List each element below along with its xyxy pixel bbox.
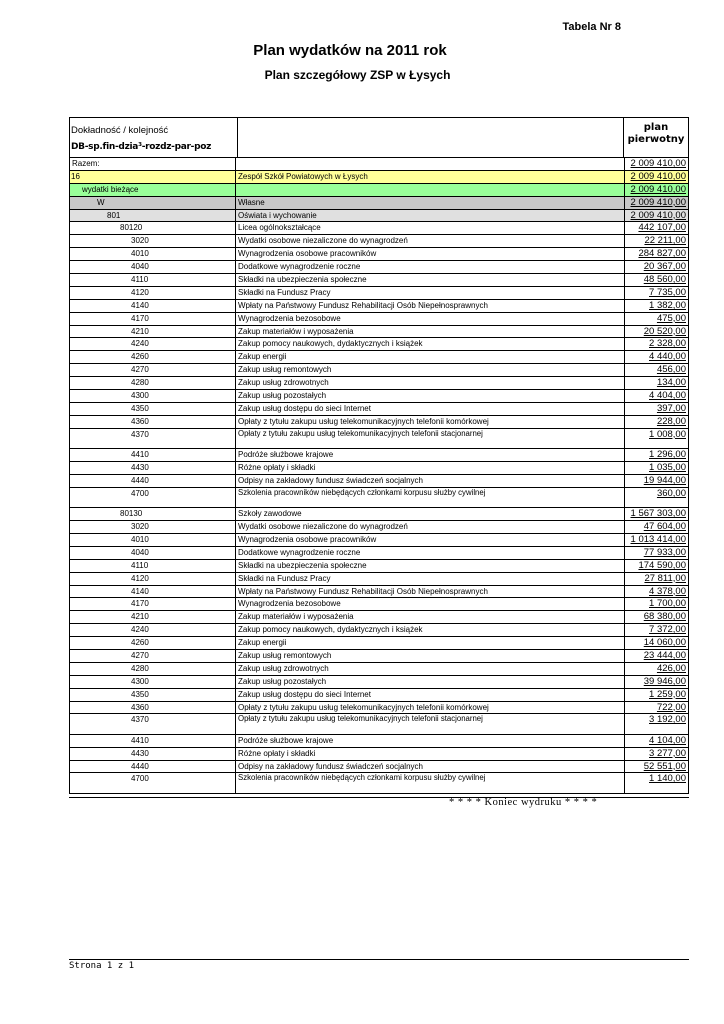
- row-plan-value-text: 2 009 410,00: [630, 209, 686, 221]
- row-plan-value-text: 52 551,00: [643, 760, 686, 772]
- row-plan-value-text: 27 811,00: [644, 572, 686, 584]
- row-code: 80130: [120, 509, 143, 519]
- table-row: [69, 748, 689, 761]
- table-row: [69, 689, 689, 702]
- row-plan-value: [625, 702, 689, 715]
- row-code-cell: [69, 748, 236, 761]
- row-name: Odpisy na zakładowy fundusz świadczeń socjalnych: [236, 761, 625, 774]
- row-code: 4120: [131, 287, 149, 297]
- page-title: Plan wydatków na 2011 rok: [253, 42, 447, 59]
- end-of-printout: * * * * Koniec wydruku * * * *: [449, 797, 598, 808]
- row-name: Zakup usług remontowych: [236, 364, 625, 377]
- row-plan-value-text: 20 367,00: [643, 261, 686, 273]
- row-plan-value: [625, 611, 689, 624]
- row-plan-value: [625, 676, 689, 689]
- row-plan-value: [625, 573, 689, 586]
- row-code: 4280: [131, 378, 149, 388]
- table-row: [69, 598, 689, 611]
- row-code: 4260: [131, 638, 149, 648]
- row-code: 4700: [131, 774, 149, 784]
- row-name: Zakup usług pozostałych: [236, 390, 625, 403]
- row-name: Składki na ubezpieczenia społeczne: [236, 274, 625, 287]
- row-name: Zakup usług dostępu do sieci Internet: [236, 689, 625, 702]
- row-name: Zakup usług zdrowotnych: [236, 377, 625, 390]
- row-plan-value-text: 7 372,00: [649, 624, 686, 636]
- table-row: [69, 248, 689, 261]
- row-code-cell: [69, 274, 236, 287]
- row-plan-value-text: 23 444,00: [643, 649, 686, 661]
- row-code-cell: [69, 598, 236, 611]
- row-plan-value: [625, 377, 689, 390]
- row-code: 4240: [131, 339, 149, 349]
- row-plan-value-text: 475,00: [656, 312, 686, 324]
- row-plan-value: [625, 689, 689, 702]
- row-plan-value: [625, 351, 689, 364]
- row-code-cell: [69, 714, 236, 734]
- row-code-cell: [69, 184, 236, 197]
- row-plan-value: [625, 637, 689, 650]
- row-code-cell: [69, 611, 236, 624]
- table-row: [69, 676, 689, 689]
- row-code-cell: [69, 488, 236, 508]
- row-code: 801: [107, 210, 121, 220]
- row-code-cell: [69, 197, 236, 210]
- row-plan-value-text: 77 933,00: [643, 546, 686, 558]
- row-name: Zakup usług pozostałych: [236, 676, 625, 689]
- row-name: Wynagrodzenia osobowe pracowników: [236, 534, 625, 547]
- table-header: [69, 117, 689, 158]
- row-plan-value-text: 19 944,00: [643, 474, 686, 486]
- table-row: [69, 650, 689, 663]
- row-plan-value-text: 4 440,00: [649, 351, 686, 363]
- row-code-cell: [69, 351, 236, 364]
- row-name: Dodatkowe wynagrodzenie roczne: [236, 547, 625, 560]
- row-plan-value: [625, 547, 689, 560]
- row-code: 4210: [131, 612, 149, 622]
- row-plan-value-text: 1 013 414,00: [630, 533, 686, 545]
- row-plan-value-text: 1 296,00: [649, 449, 686, 461]
- row-plan-value: [625, 714, 689, 734]
- table-row: [69, 338, 689, 351]
- row-code: W: [97, 197, 105, 207]
- table-row: [69, 449, 689, 462]
- row-plan-value: [625, 390, 689, 403]
- row-name: Wynagrodzenia osobowe pracowników: [236, 248, 625, 261]
- row-code: 4300: [131, 676, 149, 686]
- row-name: Wydatki osobowe niezaliczone do wynagrodzeń: [236, 235, 625, 248]
- row-name: Opłaty z tytułu zakupu usług telekomunikacyjnych telefonii komórkowej: [236, 702, 625, 715]
- row-plan-value: [625, 222, 689, 235]
- row-plan-value-text: 134,00: [656, 377, 686, 389]
- table-row: [69, 300, 689, 313]
- row-plan-value-text: 68 380,00: [643, 611, 686, 623]
- row-name: Zespół Szkół Powiatowych w Łysych: [236, 171, 625, 184]
- row-plan-value-text: 1 140,00: [649, 773, 686, 785]
- row-plan-value: [625, 475, 689, 488]
- row-code-cell: [69, 773, 236, 793]
- row-plan-value: [625, 416, 689, 429]
- row-code: 4440: [131, 761, 149, 771]
- table-row: [69, 235, 689, 248]
- row-code-cell: [69, 637, 236, 650]
- table-row: [69, 210, 689, 223]
- row-plan-value: [625, 313, 689, 326]
- row-plan-value-text: 7 735,00: [649, 286, 686, 298]
- row-plan-value-text: 228,00: [656, 415, 686, 427]
- table-row: [69, 364, 689, 377]
- row-code-cell: [69, 326, 236, 339]
- header-plan-line2: pierwotny: [627, 134, 685, 145]
- row-code-cell: [69, 534, 236, 547]
- table-row: [69, 624, 689, 637]
- table-row: [69, 761, 689, 774]
- row-name: Różne opłaty i składki: [236, 462, 625, 475]
- table-row: [69, 508, 689, 521]
- row-name: Szkolenia pracowników niebędących członkami korpusu służby cywilnej: [236, 773, 625, 793]
- row-code: 4270: [131, 365, 149, 375]
- row-plan-value-text: 2 009 410,00: [630, 183, 686, 195]
- page-subtitle: Plan szczegółowy ZSP w Łysych: [264, 68, 451, 82]
- row-plan-value-text: 2 009 410,00: [630, 196, 686, 208]
- row-plan-value: [625, 650, 689, 663]
- row-plan-value: [625, 449, 689, 462]
- row-name: Podróże służbowe krajowe: [236, 735, 625, 748]
- row-name: Wydatki osobowe niezaliczone do wynagrodzeń: [236, 521, 625, 534]
- row-name: Składki na Fundusz Pracy: [236, 287, 625, 300]
- row-code: 4010: [131, 249, 149, 259]
- row-plan-value: [625, 521, 689, 534]
- row-code-cell: [69, 735, 236, 748]
- row-code-cell: [69, 521, 236, 534]
- row-name: Odpisy na zakładowy fundusz świadczeń socjalnych: [236, 475, 625, 488]
- row-name: Składki na Fundusz Pracy: [236, 573, 625, 586]
- row-code: 4110: [131, 560, 149, 570]
- table-number: Tabela Nr 8: [562, 21, 621, 33]
- row-code-cell: [69, 663, 236, 676]
- row-plan-value-text: 4 378,00: [649, 585, 686, 597]
- row-plan-value-text: 456,00: [656, 364, 686, 376]
- row-plan-value-text: 1 567 303,00: [630, 508, 686, 520]
- row-code-cell: [69, 573, 236, 586]
- row-plan-value-text: 722,00: [656, 701, 686, 713]
- row-code-cell: [69, 547, 236, 560]
- row-plan-value-text: 1 035,00: [649, 461, 686, 473]
- table-row: [69, 326, 689, 339]
- table-row: [69, 158, 689, 171]
- row-name: Wpłaty na Państwowy Fundusz Rehabilitacji Osób Niepełnosprawnych: [236, 586, 625, 599]
- row-code: 4260: [131, 352, 149, 362]
- row-code: 4300: [131, 391, 149, 401]
- row-plan-value-text: 397,00: [656, 402, 686, 414]
- row-code: 80120: [120, 223, 143, 233]
- table-row: [69, 390, 689, 403]
- row-code-cell: [69, 462, 236, 475]
- table-row: [69, 287, 689, 300]
- row-plan-value: [625, 488, 689, 508]
- row-name: Oświata i wychowanie: [236, 210, 625, 223]
- row-code: 4350: [131, 403, 149, 413]
- row-code-cell: [69, 508, 236, 521]
- table-row: [69, 547, 689, 560]
- row-code: 4430: [131, 748, 149, 758]
- row-plan-value: [625, 560, 689, 573]
- row-code: 4360: [131, 416, 149, 426]
- row-code-cell: [69, 158, 236, 171]
- row-plan-value: [625, 748, 689, 761]
- row-code: 4270: [131, 650, 149, 660]
- row-code: 4140: [131, 586, 149, 596]
- row-name: Wynagrodzenia bezosobowe: [236, 598, 625, 611]
- row-code: 4040: [131, 262, 149, 272]
- table-row: [69, 586, 689, 599]
- row-name: Zakup usług remontowych: [236, 650, 625, 663]
- row-plan-value: [625, 598, 689, 611]
- row-code-cell: [69, 235, 236, 248]
- row-code: 3020: [131, 236, 149, 246]
- row-plan-value-text: 1 382,00: [649, 299, 686, 311]
- row-plan-value-text: 2 328,00: [649, 338, 686, 350]
- page-number: Strona 1 z 1: [69, 961, 135, 971]
- row-code: 4700: [131, 488, 149, 498]
- row-name: Opłaty z tytułu zakupu usług telekomunikacyjnych telefonii komórkowej: [236, 416, 625, 429]
- row-plan-value: [625, 235, 689, 248]
- row-plan-value: [625, 274, 689, 287]
- row-code: 4280: [131, 663, 149, 673]
- row-plan-value-text: 1 008,00: [649, 428, 686, 440]
- row-plan-value-text: 1 700,00: [649, 598, 686, 610]
- row-plan-value-text: 426,00: [656, 662, 686, 674]
- row-code: 4410: [131, 450, 149, 460]
- row-code: 4010: [131, 534, 149, 544]
- row-code-cell: [69, 171, 236, 184]
- row-code-cell: [69, 624, 236, 637]
- row-code: 4350: [131, 689, 149, 699]
- row-code-cell: [69, 287, 236, 300]
- row-code-cell: [69, 338, 236, 351]
- header-cell-order: [69, 118, 238, 157]
- row-name: Opłaty z tytułu zakupu usług telekomunikacyjnych telefonii stacjonarnej: [236, 714, 625, 734]
- table-row: [69, 637, 689, 650]
- table-row: [69, 663, 689, 676]
- header-db-classification: DB-sp.fin-dzia³-rozdz-par-poz: [71, 142, 212, 152]
- row-plan-value: [625, 429, 689, 449]
- row-name: Szkolenia pracowników niebędących członkami korpusu służby cywilnej: [236, 488, 625, 508]
- row-name: Wynagrodzenia bezosobowe: [236, 313, 625, 326]
- row-name: Składki na ubezpieczenia społeczne: [236, 560, 625, 573]
- row-name: Zakup materiałów i wyposażenia: [236, 326, 625, 339]
- row-code: 4210: [131, 326, 149, 336]
- row-code-cell: [69, 261, 236, 274]
- table-row: [69, 560, 689, 573]
- row-plan-value: [625, 287, 689, 300]
- row-code-cell: [69, 390, 236, 403]
- table-row: [69, 534, 689, 547]
- row-plan-value: [625, 338, 689, 351]
- header-cell-plan: [624, 118, 689, 157]
- row-plan-value-text: 39 946,00: [643, 675, 686, 687]
- row-name: Zakup materiałów i wyposażenia: [236, 611, 625, 624]
- row-plan-value-text: 4 404,00: [649, 390, 686, 402]
- table-row: [69, 351, 689, 364]
- row-plan-value: [625, 184, 689, 197]
- row-name: Wpłaty na Państwowy Fundusz Rehabilitacji Osób Niepełnosprawnych: [236, 300, 625, 313]
- row-code-cell: [69, 689, 236, 702]
- row-plan-value: [625, 364, 689, 377]
- row-plan-value: [625, 761, 689, 774]
- row-code-cell: [69, 475, 236, 488]
- row-plan-value: [625, 326, 689, 339]
- row-plan-value-text: 3 192,00: [649, 714, 686, 726]
- table-row: [69, 773, 689, 793]
- header-plan: [624, 122, 688, 146]
- row-name: Zakup pomocy naukowych, dydaktycznych i książek: [236, 624, 625, 637]
- table-row: [69, 475, 689, 488]
- row-code-cell: [69, 702, 236, 715]
- row-code-cell: [69, 377, 236, 390]
- row-plan-value-text: 4 104,00: [649, 734, 686, 746]
- row-plan-value: [625, 663, 689, 676]
- row-name: Dodatkowe wynagrodzenie roczne: [236, 261, 625, 274]
- table-row: [69, 222, 689, 235]
- row-plan-value-text: 47 604,00: [643, 521, 686, 533]
- row-plan-value: [625, 586, 689, 599]
- row-code-cell: [69, 676, 236, 689]
- row-plan-value: [625, 158, 689, 171]
- row-code: wydatki bieżące: [82, 184, 139, 194]
- row-code: 4040: [131, 547, 149, 557]
- row-code: 4240: [131, 625, 149, 635]
- row-code-cell: [69, 761, 236, 774]
- row-plan-value-text: 1 259,00: [649, 688, 686, 700]
- row-code: 4170: [131, 599, 149, 609]
- row-plan-value-text: 442 107,00: [638, 222, 686, 234]
- row-code: 3020: [131, 522, 149, 532]
- row-code-cell: [69, 222, 236, 235]
- table-row: [69, 197, 689, 210]
- table-row: [69, 274, 689, 287]
- table-row: [69, 573, 689, 586]
- row-code-cell: [69, 364, 236, 377]
- row-plan-value-text: 3 277,00: [649, 747, 686, 759]
- table-row: [69, 462, 689, 475]
- header-cell-name: [238, 118, 624, 157]
- row-plan-value-text: 22 211,00: [644, 235, 686, 247]
- table-row: [69, 313, 689, 326]
- row-plan-value: [625, 773, 689, 793]
- table-row: [69, 702, 689, 715]
- row-plan-value-text: 360,00: [656, 487, 686, 499]
- row-name: [236, 158, 625, 171]
- row-code: 4140: [131, 300, 149, 310]
- header-dokladnosc: Dokładność / kolejność: [71, 125, 169, 136]
- row-plan-value: [625, 624, 689, 637]
- table-row: [69, 403, 689, 416]
- row-code-cell: [69, 650, 236, 663]
- row-plan-value: [625, 261, 689, 274]
- row-plan-value: [625, 534, 689, 547]
- row-plan-value: [625, 735, 689, 748]
- row-name: [236, 184, 625, 197]
- row-code: 4170: [131, 313, 149, 323]
- row-name: Zakup usług zdrowotnych: [236, 663, 625, 676]
- row-plan-value: [625, 508, 689, 521]
- row-code: 4430: [131, 462, 149, 472]
- row-plan-value: [625, 462, 689, 475]
- row-code-cell: [69, 248, 236, 261]
- row-code-cell: [69, 210, 236, 223]
- row-plan-value: [625, 248, 689, 261]
- table-row: [69, 611, 689, 624]
- footer-rule: [69, 959, 689, 960]
- row-plan-value-text: 14 060,00: [643, 637, 686, 649]
- table-row: [69, 184, 689, 197]
- row-code-cell: [69, 416, 236, 429]
- row-plan-value: [625, 171, 689, 184]
- row-plan-value-text: 48 560,00: [643, 274, 686, 286]
- row-code-cell: [69, 449, 236, 462]
- row-code: Razem:: [72, 159, 100, 168]
- row-code-cell: [69, 560, 236, 573]
- expenditure-table: [69, 117, 689, 794]
- row-code: 4370: [131, 715, 149, 725]
- row-name: Podróże służbowe krajowe: [236, 449, 625, 462]
- table-row: [69, 429, 689, 449]
- row-code-cell: [69, 586, 236, 599]
- row-name: Licea ogólnokształcące: [236, 222, 625, 235]
- row-code: 4410: [131, 735, 149, 745]
- row-plan-value-text: 284 827,00: [638, 248, 686, 260]
- row-plan-value-text: 174 590,00: [638, 559, 686, 571]
- row-code: 4360: [131, 702, 149, 712]
- row-name: Zakup usług dostępu do sieci Internet: [236, 403, 625, 416]
- row-plan-value-text: 2 009 410,00: [630, 158, 686, 169]
- row-plan-value: [625, 210, 689, 223]
- row-plan-value: [625, 403, 689, 416]
- table-row: [69, 171, 689, 184]
- row-name: Opłaty z tytułu zakupu usług telekomunikacyjnych telefonii stacjonarnej: [236, 429, 625, 449]
- header-plan-line1: plan: [643, 122, 669, 133]
- row-code: 16: [71, 171, 80, 181]
- table-body: [69, 158, 689, 794]
- row-plan-value-text: 2 009 410,00: [630, 170, 686, 182]
- row-plan-value: [625, 197, 689, 210]
- table-row: [69, 488, 689, 508]
- row-name: Zakup energii: [236, 351, 625, 364]
- row-name: Szkoły zawodowe: [236, 508, 625, 521]
- table-row: [69, 416, 689, 429]
- row-name: Zakup energii: [236, 637, 625, 650]
- row-plan-value: [625, 300, 689, 313]
- table-row: [69, 735, 689, 748]
- table-row: [69, 261, 689, 274]
- row-name: Własne: [236, 197, 625, 210]
- row-code-cell: [69, 313, 236, 326]
- table-row: [69, 714, 689, 734]
- row-name: Różne opłaty i składki: [236, 748, 625, 761]
- row-code: 4120: [131, 573, 149, 583]
- row-code-cell: [69, 300, 236, 313]
- table-row: [69, 377, 689, 390]
- row-code: 4110: [131, 275, 149, 285]
- row-code: 4370: [131, 429, 149, 439]
- table-row: [69, 521, 689, 534]
- row-code-cell: [69, 429, 236, 449]
- row-name: Zakup pomocy naukowych, dydaktycznych i książek: [236, 338, 625, 351]
- row-plan-value-text: 20 520,00: [643, 325, 686, 337]
- row-code: 4440: [131, 475, 149, 485]
- row-code-cell: [69, 403, 236, 416]
